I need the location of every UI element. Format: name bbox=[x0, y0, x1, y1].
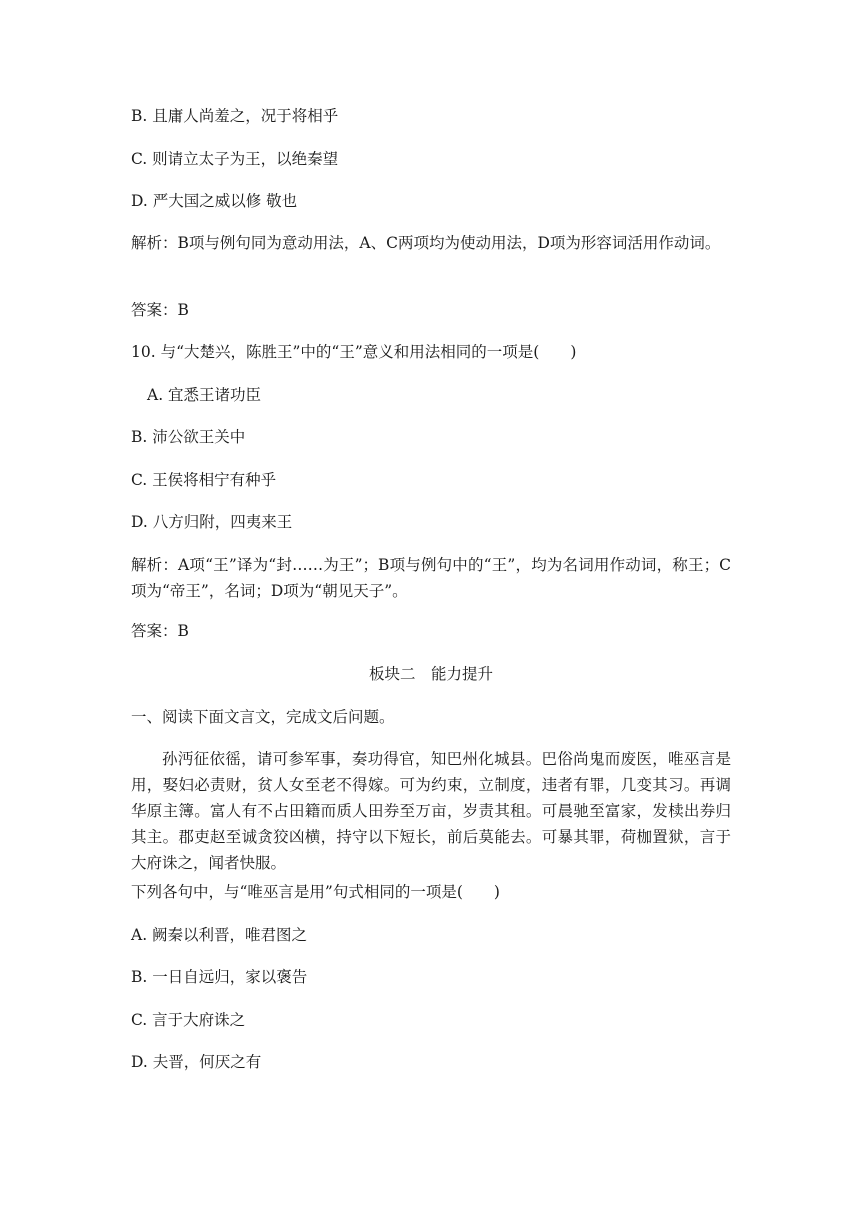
q9-option-c: C. 则请立太子为王，以绝秦望 bbox=[131, 150, 339, 168]
q9-option-b: B. 且庸人尚羞之，况于将相乎 bbox=[131, 107, 339, 125]
q9-analysis: 解析：B项与例句同为意动用法，A、C两项均为使动用法，D项为形容词活用作动词。 bbox=[131, 234, 721, 252]
reading-option-c: C. 言于大府诛之 bbox=[131, 1011, 246, 1029]
q10-option-b: B. 沛公欲王关中 bbox=[131, 428, 246, 446]
q9-option-d: D. 严大国之威以修 敬也 bbox=[131, 192, 298, 210]
q10-option-a: A. 宜悉王诸功臣 bbox=[147, 386, 262, 404]
q10-stem: 10. 与“大楚兴，陈胜王”中的“王”意义和用法相同的一项是( ) bbox=[131, 343, 577, 361]
reading-question: 下列各句中，与“唯巫言是用”句式相同的一项是( ) bbox=[131, 883, 500, 901]
q10-option-d: D. 八方归附，四夷来王 bbox=[131, 513, 293, 531]
q10-answer: 答案：B bbox=[131, 622, 189, 640]
section-title: 板块二 能力提升 bbox=[368, 665, 493, 683]
classical-passage: 孙沔征依徭，请可参军事，奏功得官，知巴州化城县。巴俗尚鬼而废医，唯巫言是用，娶妇必责财，贫人女至老不得嫁。可为约束，立制度，违者有罪，几变其习。再调华原主簿。富人有不占田籍而质人田券至万亩，岁责其租。可晨驰至富家，发椟出券归其主。郡吏赵至诚贪狡凶横，持守以下短长，前后莫能去。可暴其罪，荷枷置狱，言于大府诛之，闻者快服。 bbox=[131, 750, 731, 872]
reading-option-b: B. 一日自远归，家以褒告 bbox=[131, 968, 308, 986]
reading-instruction: 一、阅读下面文言文，完成文后问题。 bbox=[131, 708, 395, 726]
q10-option-c: C. 王侯将相宁有种乎 bbox=[131, 471, 277, 489]
reading-option-a: A. 阙秦以利晋，唯君图之 bbox=[131, 926, 308, 944]
reading-option-d: D. 夫晋，何厌之有 bbox=[131, 1053, 262, 1071]
q10-analysis: 解析：A项“王”译为“封……为王”；B项与例句中的“王”，均为名词用作动词，称王；C项为“帝王”，名词；D项为“朝见天子”。 bbox=[131, 556, 731, 600]
q9-answer: 答案：B bbox=[131, 301, 189, 319]
